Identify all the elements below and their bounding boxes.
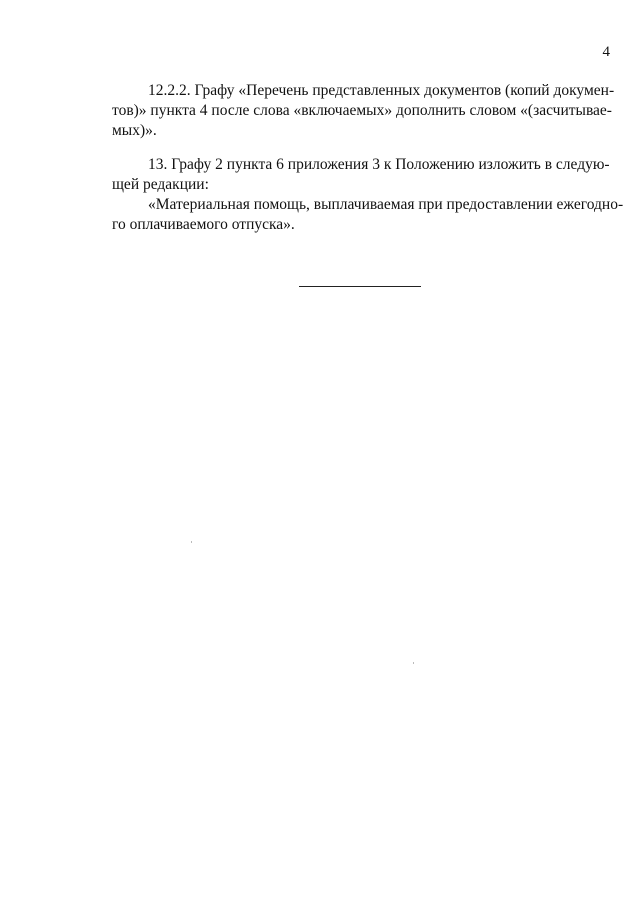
text-line: «Материальная помощь, выплачиваемая при предоставлении ежегодно- <box>148 196 624 213</box>
text-line: 13. Графу 2 пункта 6 приложения 3 к Положению изложить в следую- <box>148 156 610 173</box>
text-line: мых)». <box>112 122 157 139</box>
scan-speck <box>191 541 192 543</box>
page-number: 4 <box>602 44 610 60</box>
text-line: щей редакции: <box>112 176 209 193</box>
text-line: тов)» пункта 4 после слова «включаемых» дополнить словом «(засчитывае- <box>112 102 612 119</box>
text-line: го оплачиваемого отпуска». <box>112 216 295 233</box>
end-separator-line <box>299 286 421 287</box>
scan-speck <box>413 662 414 664</box>
text-line: 12.2.2. Графу «Перечень представленных документов (копий докумен- <box>148 82 615 99</box>
